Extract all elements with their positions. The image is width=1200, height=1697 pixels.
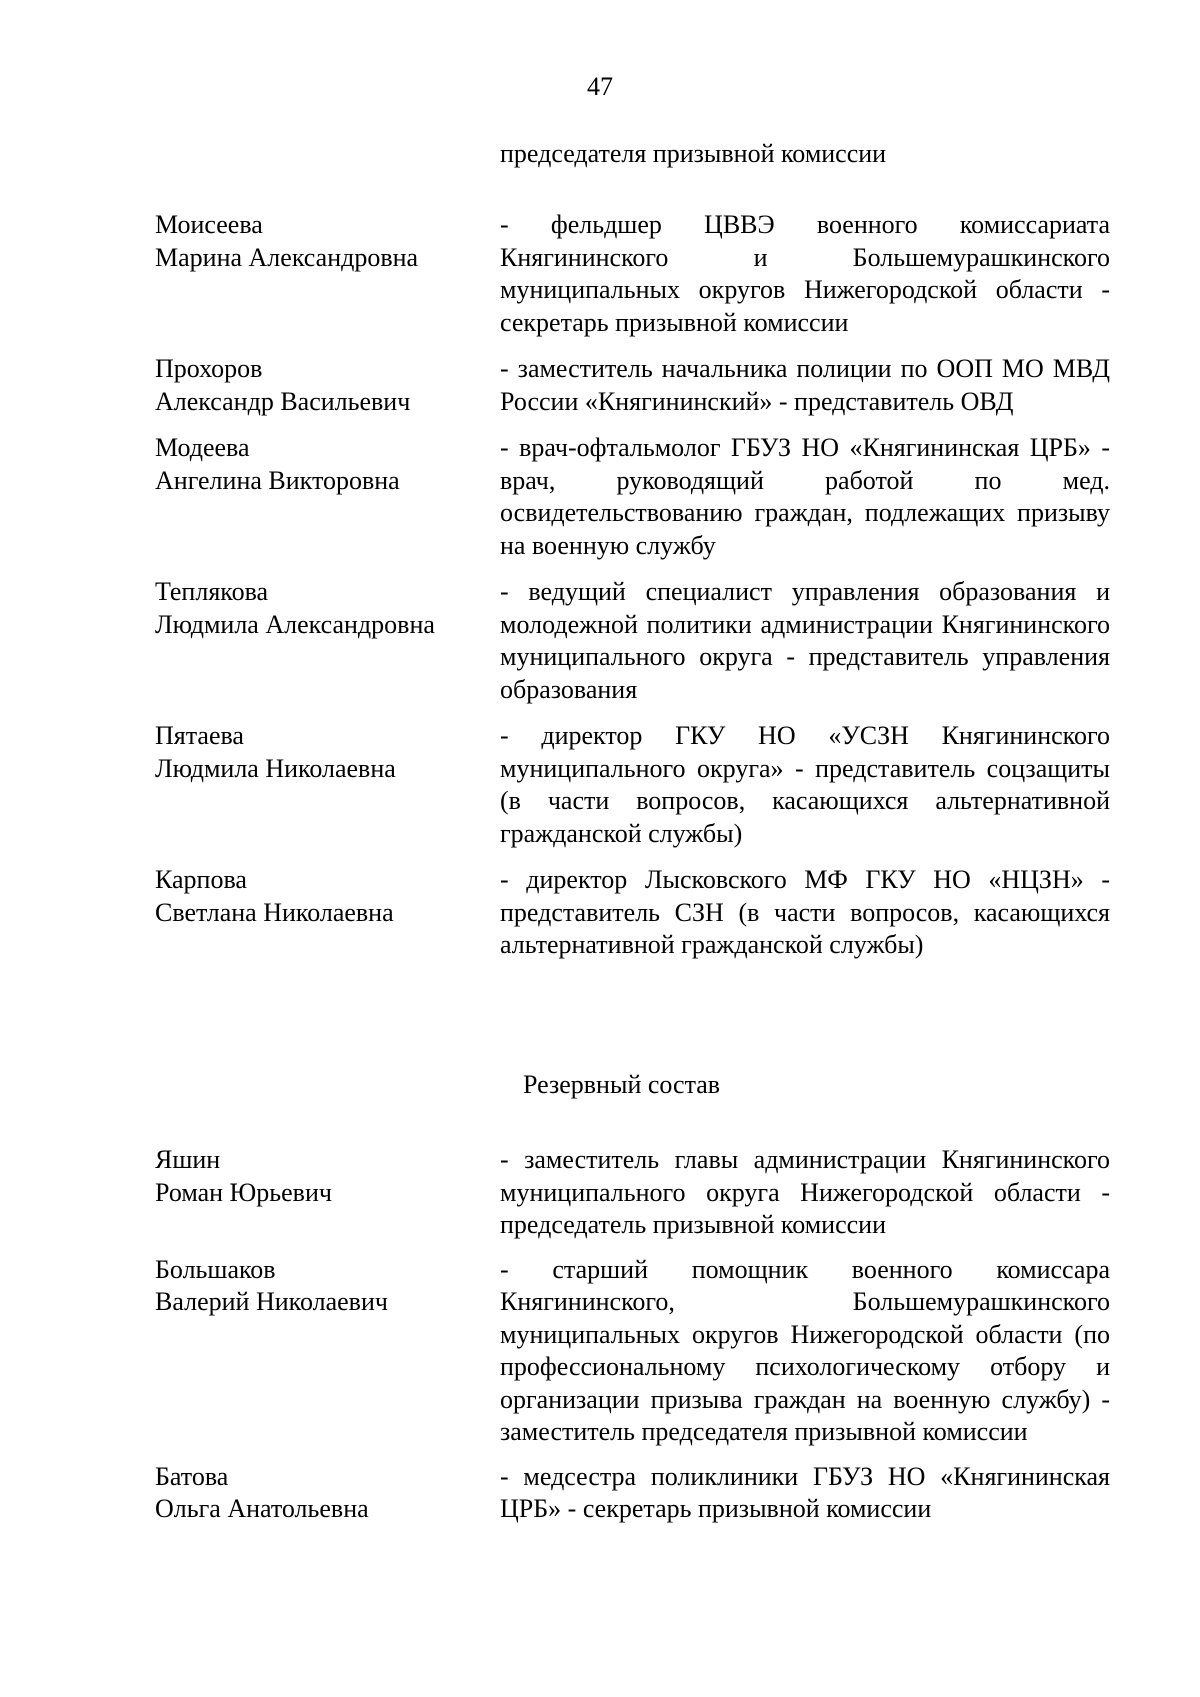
member-surname: Большаков [155, 1254, 276, 1284]
member-name [155, 1461, 500, 1526]
member-surname: Моисеева [155, 210, 263, 239]
member-role: - ведущий специалист управления образования и молодежной политики администрации Княгининского муниципального округа - представитель управления образования [500, 577, 1110, 704]
member-given-names: Роман Юрьевич [155, 1177, 332, 1207]
member-name [155, 432, 500, 562]
member-entry [155, 432, 1110, 562]
member-given-names: Людмила Николаевна [155, 753, 396, 783]
member-entry [155, 1254, 1110, 1449]
member-name [155, 576, 500, 706]
member-entry [155, 1144, 1110, 1242]
member-entry [155, 209, 1110, 339]
member-name [155, 720, 500, 850]
member-surname: Прохоров [155, 354, 263, 383]
member-given-names: Ольга Анатольевна [155, 1494, 369, 1523]
member-name [155, 353, 500, 418]
continuation-text: председателя призывной комиссии [500, 139, 887, 168]
member-name [155, 864, 500, 962]
member-entry [155, 576, 1110, 706]
member-given-names: Марина Александровна [155, 242, 419, 272]
member-name [155, 209, 500, 339]
reserve-members-list [155, 1144, 1110, 1538]
member-role: - заместитель начальника полиции по ООП МО МВД России «Княгининский» - представитель ОВД [500, 354, 1110, 416]
member-surname: Батова [155, 1461, 229, 1491]
member-surname: Модеева [155, 433, 250, 462]
member-given-names: Людмила Александровна [155, 609, 435, 639]
member-role: - директор Лысковского МФ ГКУ НО «НЦЗН» - представитель СЗН (в части вопросов, касающихся альтернативной гражданской службы) [500, 865, 1110, 959]
member-entry [155, 353, 1110, 418]
member-name [155, 1254, 500, 1449]
member-entry [155, 864, 1110, 962]
member-given-names: Ангелина Викторовна [155, 465, 400, 495]
member-role: - фельдшер ЦВВЭ военного комиссариата Княгининского и Большемурашкинского муниципальных округов Нижегородской области - секретарь призывной комиссии [500, 210, 1110, 337]
member-surname: Яшин [155, 1145, 221, 1174]
member-role: - медсестра поликлиники ГБУЗ НО «Княгининская ЦРБ» - секретарь призывной комиссии [500, 1461, 1110, 1523]
member-role: - директор ГКУ НО «УСЗН Княгининского муниципального округа» - представитель соцзащиты (в части вопросов, касающихся альтернативной гражданской службы) [500, 721, 1110, 848]
member-surname: Пятаева [155, 721, 244, 750]
main-members-list [155, 209, 1110, 976]
member-surname: Теплякова [155, 577, 269, 606]
member-role: - заместитель главы администрации Княгининского муниципального округа Нижегородской области - председатель призывной комиссии [500, 1145, 1110, 1239]
page-number: 47 [587, 72, 613, 101]
member-entry [155, 1461, 1110, 1526]
member-role: - врач-офтальмолог ГБУЗ НО «Княгининская ЦРБ» - врач, руководящий работой по мед. освидетельствованию граждан, подлежащих призыву на военную службу [500, 433, 1110, 560]
member-role: - старший помощник военного комиссара Княгининского, Большемурашкинского муниципальных округов Нижегородской области (по профессиональному психологическому отбору и организации призыва граждан на военную службу) - заместитель председателя призывной комиссии [500, 1254, 1110, 1446]
member-given-names: Валерий Николаевич [155, 1287, 388, 1316]
member-name [155, 1144, 500, 1242]
member-entry [155, 720, 1110, 850]
member-given-names: Светлана Николаевна [155, 897, 394, 927]
member-given-names: Александр Васильевич [155, 386, 411, 416]
member-surname: Карпова [155, 865, 247, 894]
reserve-section-title: Резервный состав [523, 1070, 721, 1099]
